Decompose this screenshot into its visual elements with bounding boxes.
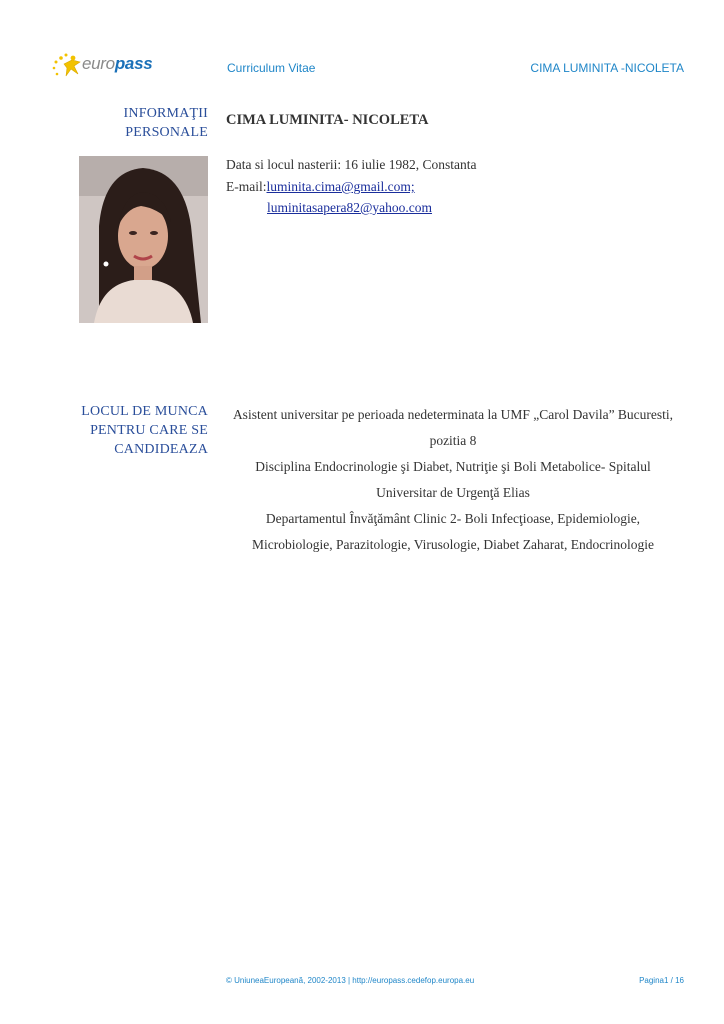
email-row-2 <box>267 200 432 216</box>
europass-wordmark: europass <box>82 54 153 73</box>
job-line: Departamentul Învăţământ Clinic 2- Boli Infecţioase, Epidemiologie, <box>265 511 641 526</box>
full-name: CIMA LUMINITA- NICOLETA <box>226 112 429 128</box>
footer-copyright: © UniuneaEuropeană, 2002-2013 | http://europass.cedefop.europa.eu <box>226 976 475 985</box>
birth-date-place: Data si locul nasterii: 16 iulie 1982, Constanta <box>226 157 477 172</box>
job-line: Disciplina Endocrinologie şi Diabet, Nutriţie şi Boli Metabolice- Spitalul <box>255 459 651 474</box>
section-title-personal-info: INFORMAŢII PERSONALE <box>123 106 208 140</box>
header-person-name: CIMA LUMINITA -NICOLETA <box>530 61 684 75</box>
europass-star-figure-icon <box>52 52 86 82</box>
profile-photo <box>79 156 208 323</box>
job-line: pozitia 8 <box>429 433 477 448</box>
job-line: Universitar de Urgenţă Elias <box>376 485 530 500</box>
email-row <box>226 179 415 195</box>
job-line: Asistent universitar pe perioada nedeterminata la UMF „Carol Davila” Bucuresti, <box>232 407 674 422</box>
footer-page-number: Pagina1 / 16 <box>639 976 684 985</box>
job-description <box>228 402 678 558</box>
email-link-yahoo[interactable]: luminitasapera82@yahoo.com <box>267 200 433 215</box>
section-title-job-applied: LOCUL DE MUNCA PENTRU CARE SE CANDIDEAZA <box>81 404 208 457</box>
email-label: E-mail: <box>226 179 267 194</box>
job-line: Microbiologie, Parazitologie, Virusologie, Diabet Zaharat, Endocrinologie <box>252 537 654 552</box>
email-link-gmail[interactable]: luminita.cima@gmail.com; <box>266 179 415 194</box>
header-document-title: Curriculum Vitae <box>227 61 316 75</box>
